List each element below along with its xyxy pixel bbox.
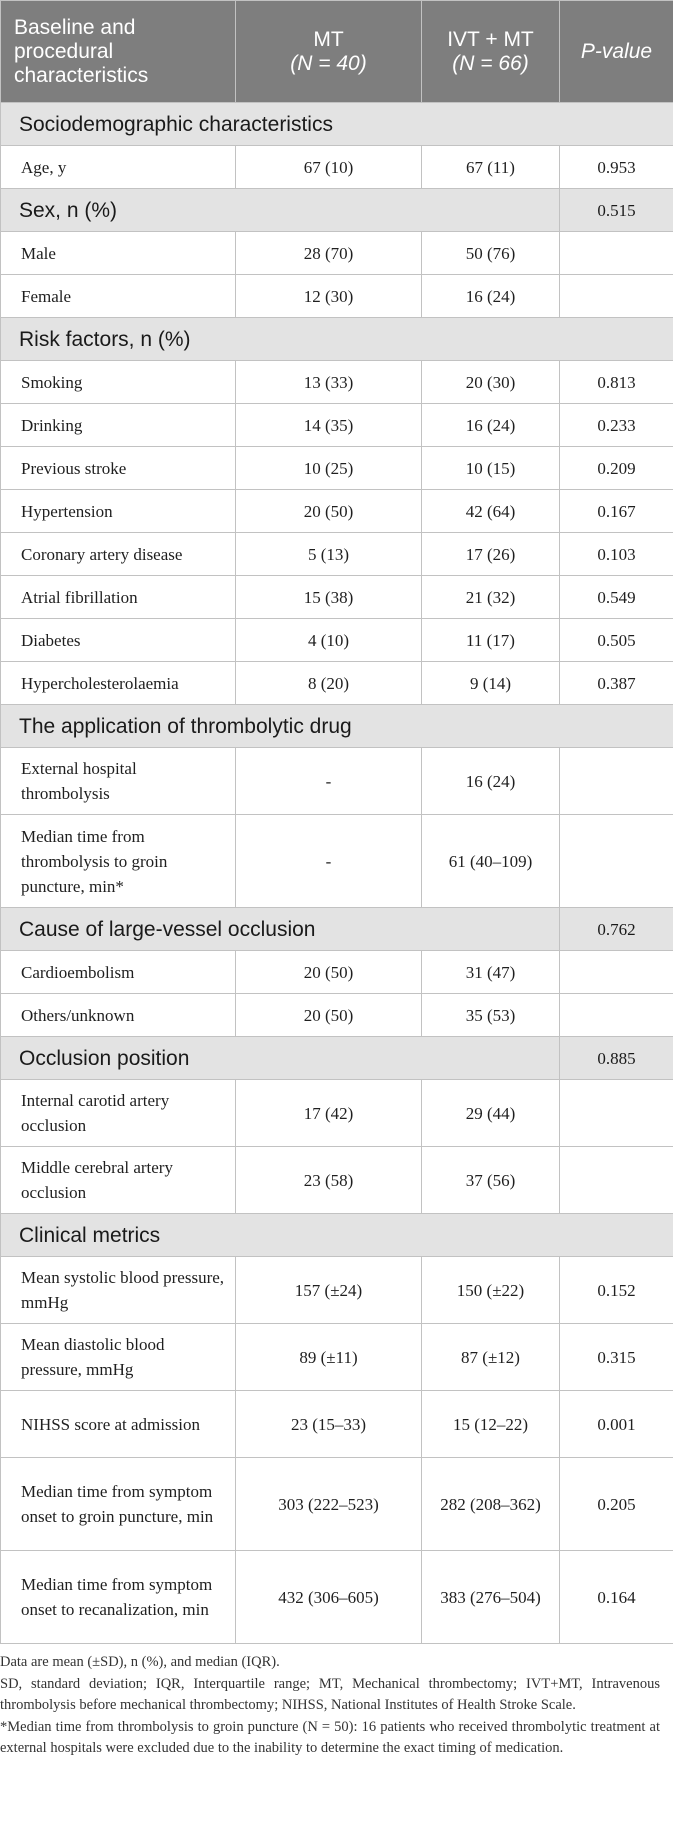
row-label: NIHSS score at admission — [1, 1391, 236, 1458]
p-value: 0.001 — [560, 1391, 673, 1458]
p-value — [560, 994, 673, 1037]
header-ivt-n: (N = 66) — [452, 51, 529, 75]
ivt-value: 21 (32) — [422, 576, 560, 619]
section-sex: Sex, n (%) — [1, 189, 560, 232]
row-label: Median time from symptom onset to groin puncture, min — [1, 1458, 236, 1551]
section-position-p: 0.885 — [560, 1037, 673, 1080]
mt-value: 8 (20) — [236, 662, 422, 705]
p-value — [560, 748, 673, 815]
table-row — [1, 232, 673, 275]
p-value: 0.953 — [560, 146, 673, 189]
p-value — [560, 232, 673, 275]
section-row — [1, 908, 673, 951]
p-value: 0.315 — [560, 1324, 673, 1391]
p-value: 0.233 — [560, 404, 673, 447]
p-value: 0.209 — [560, 447, 673, 490]
row-label: Mean diastolic blood pressure, mmHg — [1, 1324, 236, 1391]
mt-value: 10 (25) — [236, 447, 422, 490]
mt-value: 15 (38) — [236, 576, 422, 619]
ivt-value: 16 (24) — [422, 275, 560, 318]
ivt-value: 10 (15) — [422, 447, 560, 490]
ivt-value: 9 (14) — [422, 662, 560, 705]
row-label: Female — [1, 275, 236, 318]
mt-value: 303 (222–523) — [236, 1458, 422, 1551]
table-row — [1, 662, 673, 705]
row-label: Male — [1, 232, 236, 275]
ivt-value: 31 (47) — [422, 951, 560, 994]
mt-value: 17 (42) — [236, 1080, 422, 1147]
p-value — [560, 275, 673, 318]
ivt-value: 11 (17) — [422, 619, 560, 662]
row-label: Mean systolic blood pressure, mmHg — [1, 1257, 236, 1324]
section-thrombolytic-drug: The application of thrombolytic drug — [1, 705, 673, 748]
row-label: Hypercholesterolaemia — [1, 662, 236, 705]
mt-value: 23 (58) — [236, 1147, 422, 1214]
ivt-value: 16 (24) — [422, 748, 560, 815]
table-row — [1, 994, 673, 1037]
ivt-value: 50 (76) — [422, 232, 560, 275]
row-label: Drinking — [1, 404, 236, 447]
table-row — [1, 1147, 673, 1214]
ivt-value: 17 (26) — [422, 533, 560, 576]
mt-value: 89 (±11) — [236, 1324, 422, 1391]
header-characteristic: Baseline and procedural characteristics — [1, 1, 236, 103]
ivt-value: 61 (40–109) — [422, 815, 560, 908]
table-row — [1, 951, 673, 994]
mt-value: 157 (±24) — [236, 1257, 422, 1324]
mt-value: 20 (50) — [236, 951, 422, 994]
table-footnotes — [0, 1652, 660, 1760]
ivt-value: 15 (12–22) — [422, 1391, 560, 1458]
mt-value: 12 (30) — [236, 275, 422, 318]
row-label: Hypertension — [1, 490, 236, 533]
table-row — [1, 815, 673, 908]
p-value: 0.152 — [560, 1257, 673, 1324]
section-row — [1, 318, 673, 361]
p-value: 0.387 — [560, 662, 673, 705]
row-label: Internal carotid artery occlusion — [1, 1080, 236, 1147]
ivt-value: 35 (53) — [422, 994, 560, 1037]
header-mt-n: (N = 40) — [290, 51, 367, 75]
section-sociodemographic: Sociodemographic characteristics — [1, 103, 673, 146]
table-row — [1, 1391, 673, 1458]
table-row — [1, 1080, 673, 1147]
header-ivt-label: IVT + MT — [447, 27, 534, 51]
p-value — [560, 815, 673, 908]
mt-value: - — [236, 815, 422, 908]
row-label: Cardioembolism — [1, 951, 236, 994]
section-row — [1, 1037, 673, 1080]
header-row — [1, 1, 673, 103]
mt-value: 13 (33) — [236, 361, 422, 404]
mt-value: 14 (35) — [236, 404, 422, 447]
p-value: 0.103 — [560, 533, 673, 576]
ivt-value: 87 (±12) — [422, 1324, 560, 1391]
section-sex-p: 0.515 — [560, 189, 673, 232]
mt-value: 67 (10) — [236, 146, 422, 189]
ivt-value: 383 (276–504) — [422, 1551, 560, 1644]
section-clinical-metrics: Clinical metrics — [1, 1214, 673, 1257]
table-row — [1, 361, 673, 404]
table-row — [1, 447, 673, 490]
p-value: 0.205 — [560, 1458, 673, 1551]
table-row — [1, 275, 673, 318]
mt-value: 4 (10) — [236, 619, 422, 662]
ivt-value: 42 (64) — [422, 490, 560, 533]
table-row — [1, 576, 673, 619]
row-label: Atrial fibrillation — [1, 576, 236, 619]
mt-value: 23 (15–33) — [236, 1391, 422, 1458]
row-label: External hospital thrombolysis — [1, 748, 236, 815]
table-row — [1, 1551, 673, 1644]
row-label: Others/unknown — [1, 994, 236, 1037]
row-label: Middle cerebral artery occlusion — [1, 1147, 236, 1214]
row-label: Age, y — [1, 146, 236, 189]
p-value — [560, 951, 673, 994]
table-row — [1, 146, 673, 189]
section-row — [1, 705, 673, 748]
table-row — [1, 748, 673, 815]
mt-value: 20 (50) — [236, 490, 422, 533]
ivt-value: 67 (11) — [422, 146, 560, 189]
ivt-value: 29 (44) — [422, 1080, 560, 1147]
table-row — [1, 404, 673, 447]
mt-value: 5 (13) — [236, 533, 422, 576]
row-label: Diabetes — [1, 619, 236, 662]
row-label: Median time from thrombolysis to groin puncture, min* — [1, 815, 236, 908]
mt-value: 28 (70) — [236, 232, 422, 275]
ivt-value: 282 (208–362) — [422, 1458, 560, 1551]
ivt-value: 20 (30) — [422, 361, 560, 404]
row-label: Smoking — [1, 361, 236, 404]
header-mt — [236, 1, 422, 103]
table-row — [1, 1257, 673, 1324]
footnote-abbreviations: SD, standard deviation; IQR, Interquartile range; MT, Mechanical thrombectomy; IVT+MT, Intravenous thrombolysis before mechanical thrombectomy; NIHSS, National Institutes of Health Stroke Scale. — [0, 1676, 660, 1713]
header-ivt-mt — [422, 1, 560, 103]
table-row — [1, 1458, 673, 1551]
section-row — [1, 103, 673, 146]
mt-value: 20 (50) — [236, 994, 422, 1037]
section-row — [1, 189, 673, 232]
footnote-data-note: Data are mean (±SD), n (%), and median (IQR). — [0, 1654, 280, 1670]
header-p-value: P-value — [560, 1, 673, 103]
table-row — [1, 1324, 673, 1391]
p-value: 0.164 — [560, 1551, 673, 1644]
row-label: Coronary artery disease — [1, 533, 236, 576]
section-cause: Cause of large-vessel occlusion — [1, 908, 560, 951]
row-label: Previous stroke — [1, 447, 236, 490]
p-value: 0.167 — [560, 490, 673, 533]
ivt-value: 37 (56) — [422, 1147, 560, 1214]
table-row — [1, 490, 673, 533]
mt-value: - — [236, 748, 422, 815]
section-occlusion-position: Occlusion position — [1, 1037, 560, 1080]
header-mt-label: MT — [313, 27, 344, 51]
footnote-asterisk: *Median time from thrombolysis to groin puncture (N = 50): 16 patients who received thrombolytic treatment at external hospitals were excluded due to the inability to determine the exact timing of medication. — [0, 1719, 660, 1756]
p-value — [560, 1147, 673, 1214]
section-risk-factors: Risk factors, n (%) — [1, 318, 673, 361]
mt-value: 432 (306–605) — [236, 1551, 422, 1644]
section-cause-p: 0.762 — [560, 908, 673, 951]
p-value: 0.813 — [560, 361, 673, 404]
ivt-value: 150 (±22) — [422, 1257, 560, 1324]
p-value: 0.549 — [560, 576, 673, 619]
p-value — [560, 1080, 673, 1147]
row-label: Median time from symptom onset to recanalization, min — [1, 1551, 236, 1644]
section-row — [1, 1214, 673, 1257]
table-row — [1, 619, 673, 662]
table-row — [1, 533, 673, 576]
p-value: 0.505 — [560, 619, 673, 662]
ivt-value: 16 (24) — [422, 404, 560, 447]
